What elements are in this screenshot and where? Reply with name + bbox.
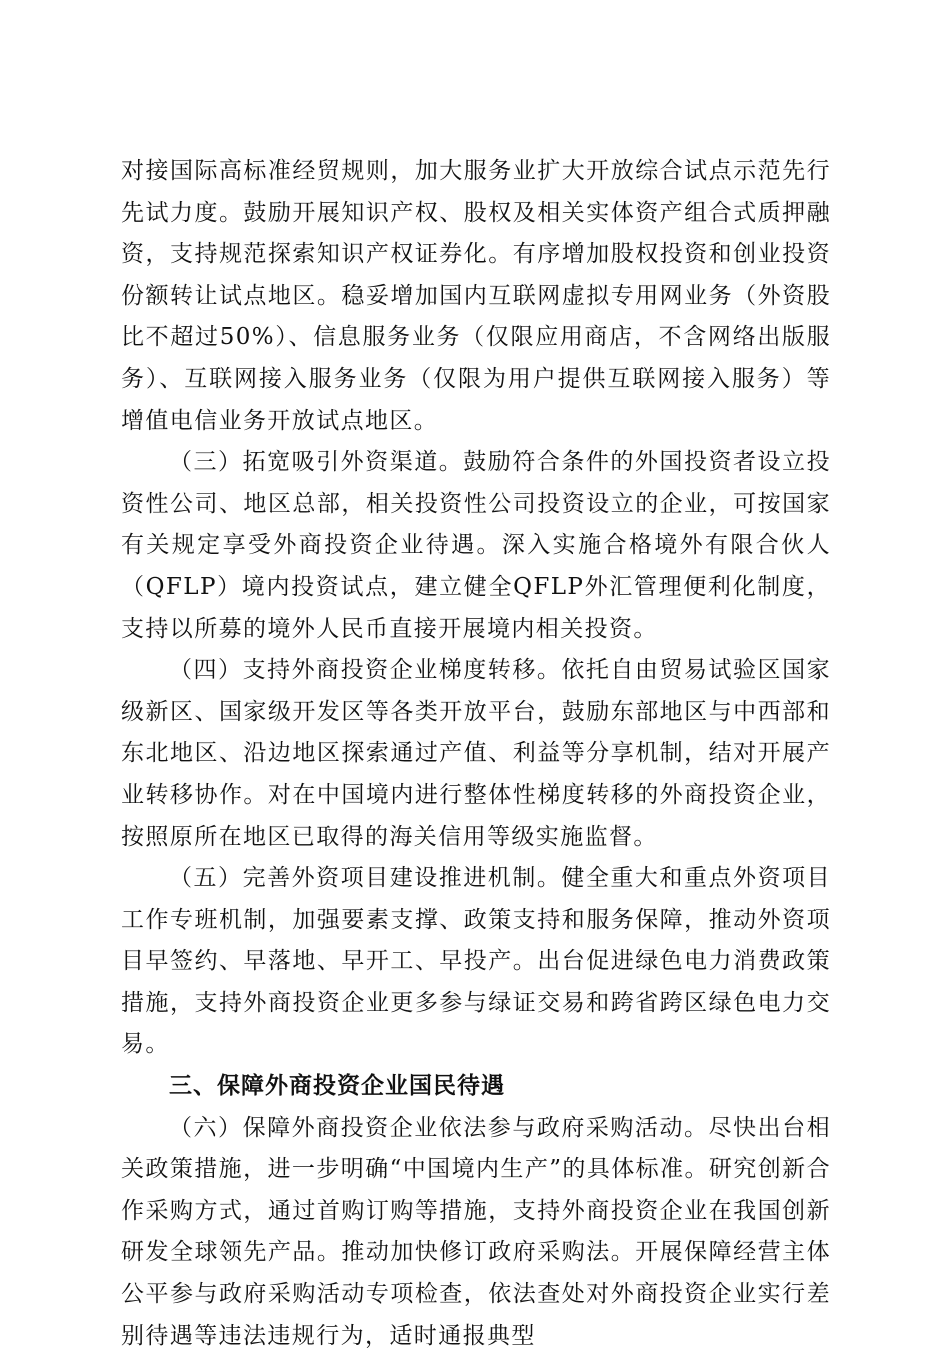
section-heading: 三、保障外商投资企业国民待遇 [169, 1073, 505, 1100]
paragraph-section-5: （五）完善外资项目建设推进机制。健全重大和重点外资项目工作专班机制，加强要素支撑、政策支持和服务保障，推动外资项目早签约、早落地、早开工、早投产。出台促进绿色电力消费政策措施，支持外商投资企业更多参与绿证交易和跨省跨区绿色电力交易。 [121, 865, 831, 1058]
paragraph-section-6: （六）保障外商投资企业依法参与政府采购活动。尽快出台相关政策措施，进一步明确“中国境内生产”的具体标准。研究创新合作采购方式，通过首购订购等措施，支持外商投资企业在我国创新研发全球领先产品。推动加快修订政府采购法。开展保障经营主体公平参与政府采购活动专项检查，依法查处对外商投资企业实行差别待遇等违法违规行为，适时通报典型 [121, 1114, 831, 1349]
paragraph-section-3: （三）拓宽吸引外资渠道。鼓励符合条件的外国投资者设立投资性公司、地区总部，相关投资性公司投资设立的企业，可按国家有关规定享受外商投资企业待遇。深入实施合格境外有限合伙人（QFLP）境内投资试点，建立健全QFLP外汇管理便利化制度，支持以所募的境外人民币直接开展境内相关投资。 [121, 449, 831, 642]
paragraph-section-4: （四）支持外商投资企业梯度转移。依托自由贸易试验区国家级新区、国家级开发区等各类开放平台，鼓励东部地区与中西部和东北地区、沿边地区探索通过产值、利益等分享机制，结对开展产业转移协作。对在中国境内进行整体性梯度转移的外商投资企业，按照原所在地区已取得的海关信用等级实施监督。 [121, 657, 831, 850]
document-body [121, 151, 831, 1357]
paragraph-continuation: 对接国际高标准经贸规则，加大服务业扩大开放综合试点示范先行先试力度。鼓励开展知识产权、股权及相关实体资产组合式质押融资，支持规范探索知识产权证券化。有序增加股权投资和创业投资份额转让试点地区。稳妥增加国内互联网虚拟专用网业务（外资股比不超过50%）、信息服务业务（仅限应用商店，不含网络出版服务）、互联网接入服务业务（仅限为用户提供互联网接入服务）等增值电信业务开放试点地区。 [121, 158, 831, 434]
